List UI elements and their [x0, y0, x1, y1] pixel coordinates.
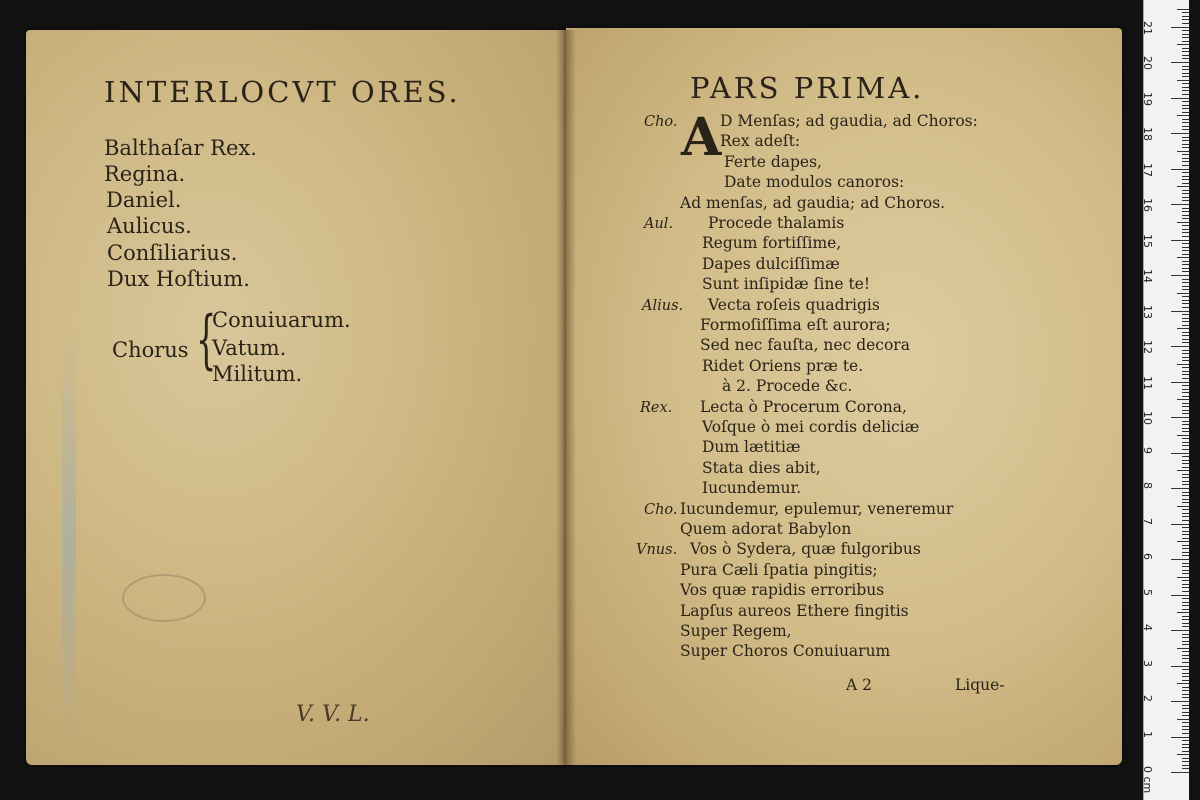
ruler-tick [1182, 342, 1189, 343]
ruler-tick [1182, 765, 1189, 766]
verse-line: Date modulos canoros: [724, 173, 905, 192]
ruler-tick [1182, 339, 1189, 340]
ruler-tick [1182, 609, 1189, 610]
ruler-tick [1182, 758, 1189, 759]
ruler-number: 3 [1141, 659, 1154, 667]
ruler-tick [1182, 421, 1189, 422]
speaker-label: Aul. [644, 216, 674, 232]
ruler-number: 15 [1141, 233, 1154, 248]
verse-line: D Menſas; ad gaudia, ad Choros: [720, 112, 978, 130]
character-item: Regina. [104, 162, 186, 186]
ruler-tick [1182, 353, 1189, 354]
ruler-tick [1182, 513, 1189, 514]
character-item: Dux Hoſtium. [107, 267, 250, 291]
ruler-tick [1182, 268, 1189, 269]
ruler-tick [1182, 584, 1189, 585]
verse-line: Sunt inſipidæ ſine te! [702, 275, 871, 294]
ruler-tick [1177, 719, 1189, 720]
verse-line: Voſque ò mei cordis deliciæ [702, 418, 920, 436]
ruler-tick [1182, 740, 1189, 741]
ruler-tick [1182, 374, 1189, 375]
ruler-tick [1171, 275, 1189, 276]
ruler-tick [1182, 371, 1189, 372]
ruler-tick [1182, 83, 1189, 84]
ruler-tick [1182, 623, 1189, 624]
ruler-tick [1171, 382, 1189, 383]
ruler-tick [1182, 73, 1189, 74]
ruler-tick [1182, 126, 1189, 127]
verse-line: Iucundemur. [702, 479, 802, 498]
ruler-tick [1177, 44, 1189, 45]
ruler-tick [1171, 524, 1189, 525]
ruler-tick [1182, 208, 1189, 209]
ruler-tick [1182, 250, 1189, 251]
ruler-tick [1182, 680, 1189, 681]
verse-line: Ridet Oriens præ te. [702, 356, 864, 375]
ruler-tick [1182, 676, 1189, 677]
ruler-tick [1182, 655, 1189, 656]
ruler-tick [1171, 772, 1189, 773]
handwritten-mark: V. V. L. [296, 702, 370, 727]
ruler-tick [1182, 477, 1189, 478]
ruler-number: 17 [1141, 162, 1154, 177]
verse-line: Procede thalamis [708, 214, 845, 232]
ruler-tick [1182, 303, 1189, 304]
speaker-label: Rex. [640, 399, 673, 416]
ruler-tick [1182, 183, 1189, 184]
chorus-group: Vatum. [212, 336, 287, 360]
chorus-group: Militum. [212, 362, 303, 386]
ruler-tick [1182, 332, 1189, 333]
ruler-tick [1182, 360, 1189, 361]
ruler-tick [1182, 538, 1189, 539]
ruler-tick [1182, 51, 1189, 52]
ruler-number: 7 [1141, 517, 1154, 525]
ruler-tick [1182, 396, 1189, 397]
ruler-tick [1182, 708, 1189, 709]
ruler-tick [1171, 559, 1189, 560]
ruler-tick [1182, 119, 1189, 120]
ruler-tick [1171, 417, 1189, 418]
ruler-tick [1182, 502, 1189, 503]
ruler-tick [1182, 225, 1189, 226]
ruler-tick [1182, 460, 1189, 461]
ruler-number: 4 [1141, 624, 1154, 631]
verse-line: à 2. Procede &c. [722, 377, 853, 396]
ruler-tick [1182, 154, 1189, 155]
ruler-tick [1182, 712, 1189, 713]
ruler-tick [1182, 552, 1189, 553]
ruler-tick [1182, 108, 1189, 109]
ruler-tick [1182, 729, 1189, 730]
ruler-tick [1182, 357, 1189, 358]
ruler-tick [1182, 587, 1189, 588]
ruler-tick [1177, 435, 1189, 436]
character-item: Conſiliarius. [107, 241, 238, 265]
ruler-tick [1182, 644, 1189, 645]
ruler-tick [1182, 122, 1189, 123]
ruler-tick [1182, 669, 1189, 670]
character-item: Balthaſar Rex. [104, 136, 257, 160]
verse-line: Vos ò Sydera, quæ fulgoribus [690, 540, 921, 559]
ruler-number: 19 [1141, 91, 1154, 106]
ruler-tick [1182, 94, 1189, 95]
ruler-tick [1171, 133, 1189, 134]
ruler-tick [1177, 754, 1189, 755]
ruler-tick [1171, 595, 1189, 596]
ruler-tick [1182, 23, 1189, 24]
ruler-tick [1182, 467, 1189, 468]
ruler-tick [1182, 236, 1189, 237]
ruler-tick [1182, 211, 1189, 212]
ruler-tick [1182, 545, 1189, 546]
ruler-tick [1182, 697, 1189, 698]
ruler-number: 11 [1141, 375, 1154, 390]
catchword: Lique- [955, 676, 1005, 694]
ruler-tick [1182, 694, 1189, 695]
ruler-tick [1182, 55, 1189, 56]
ruler-tick [1182, 566, 1189, 567]
ruler-tick [1182, 431, 1189, 432]
ruler-tick [1182, 392, 1189, 393]
ruler-tick [1177, 506, 1189, 507]
speaker-label: Vnus. [636, 542, 678, 559]
ruler-tick [1182, 747, 1189, 748]
ruler-tick [1182, 147, 1189, 148]
ruler-tick [1182, 637, 1189, 638]
ruler-tick [1182, 58, 1189, 59]
ruler-tick [1182, 218, 1189, 219]
ruler-tick [1182, 193, 1189, 194]
ruler-tick [1182, 261, 1189, 262]
ruler-tick [1182, 325, 1189, 326]
ruler-tick [1182, 726, 1189, 727]
ruler-tick [1177, 541, 1189, 542]
ruler-tick [1177, 80, 1189, 81]
speaker-label: Alius. [642, 297, 684, 314]
ruler-tick [1177, 115, 1189, 116]
ruler-tick [1182, 580, 1189, 581]
ruler-tick [1182, 12, 1189, 13]
ruler-tick [1182, 229, 1189, 230]
ruler-tick [1182, 289, 1189, 290]
ruler-tick [1171, 630, 1189, 631]
ruler-tick [1182, 428, 1189, 429]
verse-line: Lapſus aureos Ethere fingitis [680, 601, 909, 620]
verse-line: Vos quæ rapidis erroribus [680, 581, 885, 600]
ruler-tick [1182, 616, 1189, 617]
ruler-tick [1182, 367, 1189, 368]
ruler-tick [1182, 605, 1189, 606]
ruler-tick [1182, 350, 1189, 351]
drop-cap: A [681, 107, 722, 168]
ruler-tick [1182, 200, 1189, 201]
ruler-tick [1182, 16, 1189, 17]
verse-line: Super Regem, [680, 622, 792, 640]
ruler-tick [1182, 30, 1189, 31]
ruler-tick [1171, 701, 1189, 702]
ruler-tick [1182, 413, 1189, 414]
ruler-tick [1182, 389, 1189, 390]
ruler-tick [1171, 240, 1189, 241]
left-page-title: INTERLOCVT ORES. [104, 75, 461, 109]
ruler-tick [1182, 403, 1189, 404]
verse-line: Sed nec fauſta, nec decora [700, 336, 910, 355]
ruler-tick [1182, 442, 1189, 443]
ruler-number: 8 [1141, 482, 1154, 489]
ruler-tick [1177, 470, 1189, 471]
ruler-tick [1171, 98, 1189, 99]
ruler-tick [1182, 722, 1189, 723]
ruler-tick [1171, 311, 1189, 312]
ruler-tick [1182, 768, 1189, 769]
ruler-number: 13 [1141, 304, 1154, 319]
ruler-tick [1182, 445, 1189, 446]
ruler-tick [1182, 165, 1189, 166]
character-item: Aulicus. [107, 214, 192, 238]
verse-line: Lecta ò Procerum Corona, [700, 397, 907, 416]
ruler-tick [1182, 626, 1189, 627]
verse-line: Iucundemur, epulemur, veneremur [680, 499, 954, 518]
ruler-number: 9 [1141, 446, 1154, 454]
ruler-tick [1177, 186, 1189, 187]
chorus-label: Chorus [112, 338, 189, 362]
ruler-tick [1177, 683, 1189, 684]
ruler-tick [1182, 570, 1189, 571]
ruler-tick [1182, 254, 1189, 255]
ruler-tick [1171, 169, 1189, 170]
ruler-tick [1171, 666, 1189, 667]
ruler-tick [1182, 424, 1189, 425]
ruler-tick [1182, 158, 1189, 159]
ruler-tick [1182, 314, 1189, 315]
ruler-tick [1182, 492, 1189, 493]
ruler-tick [1177, 364, 1189, 365]
ruler-number: 20 [1141, 56, 1154, 70]
verse-line: Stata dies abit, [702, 458, 821, 477]
ruler-tick [1171, 737, 1189, 738]
speaker-label: Cho. [644, 501, 678, 518]
ruler-tick [1182, 733, 1189, 734]
ruler-tick [1182, 300, 1189, 301]
ruler-number: 14 [1141, 269, 1154, 283]
ruler-tick [1182, 687, 1189, 688]
ruler-tick [1182, 137, 1189, 138]
ruler-tick [1182, 509, 1189, 510]
ruler-tick [1182, 69, 1189, 70]
right-page-title: PARS PRIMA. [690, 71, 925, 105]
ruler-number: 16 [1141, 198, 1154, 212]
ruler-tick [1182, 751, 1189, 752]
ruler-tick [1182, 37, 1189, 38]
ruler-tick [1182, 761, 1189, 762]
ruler-number: 21 [1141, 20, 1154, 35]
ruler-tick [1177, 9, 1189, 10]
ruler-tick [1182, 705, 1189, 706]
ruler-tick [1182, 129, 1189, 130]
ruler-tick [1182, 161, 1189, 162]
verse-line: Ad menſas, ad gaudia; ad Choros. [680, 193, 946, 212]
ruler-tick [1177, 328, 1189, 329]
verse-line: Vecta roſeis quadrigis [708, 295, 880, 314]
ruler-number: 1 [1141, 730, 1154, 738]
ruler-tick [1177, 293, 1189, 294]
verse-line: Quem adorat Babylon [680, 520, 852, 538]
ruler-tick [1182, 658, 1189, 659]
ruler-tick [1182, 634, 1189, 635]
ruler-tick [1182, 318, 1189, 319]
character-item: Daniel. [106, 188, 182, 212]
ruler-tick [1177, 399, 1189, 400]
paper-stain [62, 330, 76, 750]
ruler-tick [1182, 531, 1189, 532]
ruler-tick [1182, 406, 1189, 407]
ruler-tick [1182, 34, 1189, 35]
ruler-tick [1182, 87, 1189, 88]
ruler-tick [1182, 641, 1189, 642]
ruler-tick [1182, 19, 1189, 20]
ruler-tick [1171, 27, 1189, 28]
ruler-number: 12 [1141, 340, 1154, 354]
ruler-tick [1182, 232, 1189, 233]
verse-line: Dapes dulciſſimæ [702, 254, 840, 273]
ruler-tick [1182, 296, 1189, 297]
verse-line: Regum fortiſſime, [702, 234, 842, 253]
ruler-tick [1182, 243, 1189, 244]
ruler-tick [1182, 179, 1189, 180]
ruler-tick [1182, 598, 1189, 599]
ruler-tick [1182, 673, 1189, 674]
ruler-number: 0 cm [1141, 766, 1154, 794]
ruler-tick [1182, 690, 1189, 691]
ruler-tick [1177, 577, 1189, 578]
book-gutter [556, 30, 576, 765]
speaker-label: Cho. [644, 114, 678, 130]
ruler-tick [1177, 151, 1189, 152]
ruler-tick [1182, 335, 1189, 336]
ruler-number: 18 [1141, 127, 1154, 141]
ruler-tick [1182, 534, 1189, 535]
ruler-tick [1182, 76, 1189, 77]
ruler-tick [1182, 481, 1189, 482]
ruler-number: 10 [1141, 411, 1154, 425]
ruler-tick [1182, 105, 1189, 106]
ruler-tick [1182, 591, 1189, 592]
ruler-tick [1182, 172, 1189, 173]
ruler-tick [1182, 385, 1189, 386]
ruler-tick [1182, 516, 1189, 517]
ruler-tick [1182, 321, 1189, 322]
ruler-tick [1171, 204, 1189, 205]
ruler-tick [1182, 573, 1189, 574]
ruler-tick [1171, 453, 1189, 454]
ruler-tick [1182, 307, 1189, 308]
ruler-tick [1182, 90, 1189, 91]
ruler-tick [1171, 488, 1189, 489]
ruler-tick [1177, 612, 1189, 613]
ruler-number: 6 [1141, 553, 1154, 560]
ruler-tick [1171, 346, 1189, 347]
ruler-tick [1182, 279, 1189, 280]
signature-mark: A 2 [846, 676, 872, 694]
ruler-tick [1182, 438, 1189, 439]
ruler-tick [1182, 190, 1189, 191]
ruler-tick [1177, 222, 1189, 223]
ruler-tick [1182, 520, 1189, 521]
ruler-tick [1182, 602, 1189, 603]
ruler-tick [1182, 286, 1189, 287]
ruler-tick [1171, 62, 1189, 63]
ruler-tick [1182, 499, 1189, 500]
ruler-tick [1182, 101, 1189, 102]
ruler-tick [1182, 176, 1189, 177]
ruler-tick [1182, 247, 1189, 248]
verse-line: Ferte dapes, [724, 152, 822, 171]
measuring-ruler [1143, 0, 1189, 800]
ruler-tick [1182, 144, 1189, 145]
chorus-group: Conuiuarum. [212, 308, 351, 332]
verse-line: Rex adeſt: [720, 132, 801, 151]
ruler-tick [1182, 271, 1189, 272]
verse-line: Pura Cæli ſpatia pingitis; [680, 560, 878, 579]
ruler-tick [1182, 744, 1189, 745]
verse-line: Super Choros Conuiuarum [680, 642, 891, 661]
chorus-brace: { [196, 303, 217, 377]
ruler-tick [1182, 651, 1189, 652]
ruler-tick [1182, 463, 1189, 464]
ruler-tick [1182, 548, 1189, 549]
ruler-tick [1177, 648, 1189, 649]
ruler-tick [1182, 112, 1189, 113]
ruler-tick [1182, 197, 1189, 198]
ruler-number: 5 [1141, 588, 1154, 596]
ruler-tick [1182, 48, 1189, 49]
ruler-tick [1182, 484, 1189, 485]
verse-line: Formoſiſſima eſt aurora; [700, 316, 891, 334]
ruler-tick [1182, 563, 1189, 564]
ruler-tick [1182, 715, 1189, 716]
ruler-tick [1182, 619, 1189, 620]
ruler-tick [1182, 215, 1189, 216]
ruler-tick [1182, 474, 1189, 475]
ruler-tick [1182, 282, 1189, 283]
ruler-tick [1182, 410, 1189, 411]
ruler-tick [1182, 41, 1189, 42]
ruler-tick [1182, 140, 1189, 141]
ruler-tick [1182, 527, 1189, 528]
ruler-tick [1182, 662, 1189, 663]
ruler-tick [1182, 456, 1189, 457]
ruler-number: 2 [1141, 695, 1154, 702]
ruler-tick [1182, 264, 1189, 265]
library-stamp [122, 574, 206, 622]
ruler-tick [1177, 257, 1189, 258]
ruler-tick [1182, 555, 1189, 556]
ruler-tick [1182, 66, 1189, 67]
ruler-tick [1182, 449, 1189, 450]
verse-line: Dum lætitiæ [702, 438, 801, 457]
ruler-tick [1182, 495, 1189, 496]
ruler-tick [1182, 378, 1189, 379]
